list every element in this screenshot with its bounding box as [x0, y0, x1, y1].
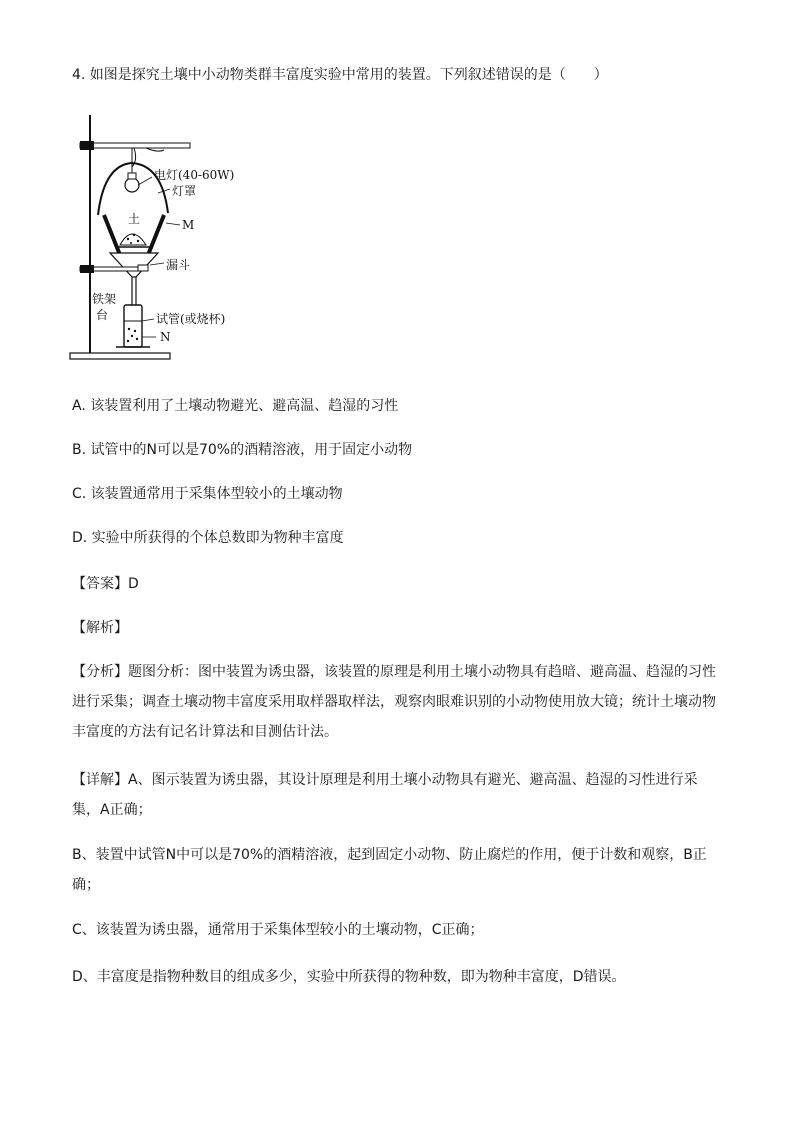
- label-n: N: [160, 330, 171, 344]
- label-m: M: [182, 218, 195, 232]
- stand-base: [70, 353, 170, 359]
- label-stand-1: 铁架: [92, 292, 117, 306]
- label-tube: 试管(或烧杯): [156, 312, 226, 326]
- answer: 【答案】D: [72, 576, 139, 592]
- label-lamp: 电灯(40-60W): [154, 168, 235, 182]
- label-stand-2: 台: [96, 308, 109, 322]
- top-arm: [80, 143, 190, 148]
- analysis-detail-c: C、该装置为诱虫器，通常用于采集体型较小的土壤动物，C正确；: [72, 922, 484, 938]
- analysis-detail-b: B、装置中试管N中可以是70%的酒精溶液，起到固定小动物、防止腐烂的作用，便于计数和观察，B正确；: [72, 847, 707, 893]
- analysis-fenxi: 【分析】题图分析：图中装置为诱虫器，该装置的原理是利用土壤小动物具有趋暗、避高温、趋湿的习性进行采集；调查土壤动物丰富度采用取样器取样法，观察肉眼难识别的小动物使用放大镜；统计土壤动物丰富度的方法有记名计算法和目测估计法。: [72, 664, 716, 740]
- analysis-heading: 【解析】: [72, 620, 128, 636]
- option-a: A. 该装置利用了土壤动物避光、避高温、趋湿的习性: [72, 398, 399, 414]
- label-shade: 灯罩: [172, 184, 197, 198]
- bulb: [125, 178, 139, 192]
- analysis-detail-a: 【详解】A、图示装置为诱虫器，其设计原理是利用土壤小动物具有避光、避高温、趋湿的习性进行采集，A正确；: [72, 772, 698, 818]
- option-c: C. 该装置通常用于采集体型较小的土壤动物: [72, 486, 343, 502]
- option-b: B. 试管中的N可以是70%的酒精溶液，用于固定小动物: [72, 442, 413, 458]
- question-text: 4. 如图是探究土壤中小动物类群丰富度实验中常用的装置。下列叙述错误的是（ ）: [72, 67, 608, 83]
- option-d: D. 实验中所获得的个体总数即为物种丰富度: [72, 530, 344, 546]
- label-soil: 土: [128, 212, 141, 226]
- insect-trap-diagram: [66, 105, 276, 370]
- analysis-detail-d: D、丰富度是指物种数目的组成多少，实验中所获得的物种数，即为物种丰富度，D错误。: [72, 969, 626, 985]
- label-funnel: 漏斗: [166, 258, 191, 272]
